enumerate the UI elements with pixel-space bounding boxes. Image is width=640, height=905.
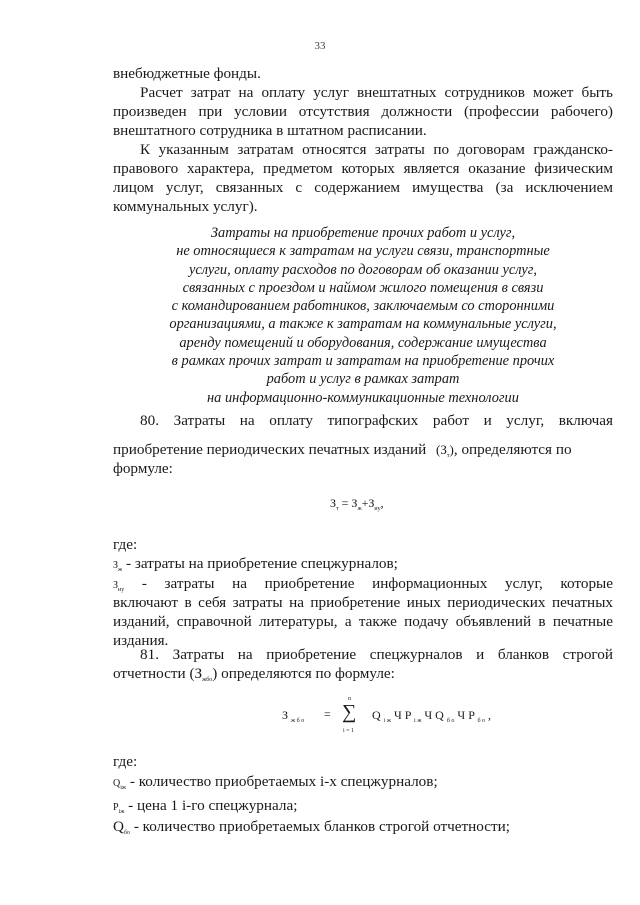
- f81-lhs: З: [282, 708, 289, 722]
- def-qbo-text: - количество приобретаемых бланков строгой отчетности;: [133, 818, 510, 835]
- f80-end: ,: [380, 496, 384, 510]
- item-80-line2-text: приобретение периодических печатных изданий: [113, 441, 427, 458]
- f81-body: [372, 708, 491, 723]
- item-80-line2-tail: , определяются по: [453, 441, 572, 458]
- f81-mul1: Ч: [393, 708, 402, 722]
- item-81-line2-text: отчетности (З: [113, 665, 203, 682]
- item-81-line1: 81. Затраты на приобретение спецжурналов и бланков строгой: [140, 646, 613, 663]
- def-p-sub: iж: [118, 809, 125, 815]
- def-p-text: - цена 1 i-го спецжурнала;: [128, 797, 298, 814]
- def2-line1: - затраты на приобретение информационных услуг, которые: [141, 575, 614, 592]
- f81-lhs-group: [282, 708, 304, 723]
- item-81-def-p: [113, 796, 613, 819]
- f81-sigma: ∑: [342, 701, 357, 723]
- def1-sub: ж: [118, 567, 123, 573]
- formula-80: [330, 496, 384, 511]
- heading-line: на информационно-коммуникационные технологии: [207, 389, 519, 406]
- def-q-sub: iж: [120, 785, 127, 791]
- heading-line: работ и услуг в рамках затрат: [266, 371, 460, 388]
- f81-pbo: P: [468, 708, 475, 722]
- f80-plus: +: [361, 496, 369, 510]
- f80-lhs: З: [330, 496, 337, 510]
- typography-symbol: $(З_т)$: [436, 442, 454, 459]
- item-80-line1: 80. Затраты на оплату типографских работ и услуг, включая: [140, 412, 613, 429]
- f80-lhs-sub: т: [336, 506, 339, 512]
- f81-q: Q: [372, 708, 381, 722]
- f81-qbo: Q: [435, 708, 444, 722]
- f80-t1-sub: ж: [357, 506, 362, 512]
- item-81-where: где:: [113, 753, 138, 770]
- f81-end: ,: [488, 708, 491, 722]
- f81-sigma-lower: i = 1: [343, 728, 355, 734]
- def-qbo-symbol: Q: [113, 818, 124, 835]
- symbol-sub: т: [446, 453, 450, 459]
- f81-mul2: Ч: [424, 708, 433, 722]
- heading-line: аренду помещений и оборудования, содержание имущества: [179, 334, 547, 351]
- paragraph-continuation: внебюджетные фонды.: [113, 65, 261, 82]
- heading-line: Затраты на приобретение прочих работ и услуг,: [210, 225, 516, 241]
- item-80-line3: формуле:: [113, 460, 173, 477]
- def-q-text: - количество приобретаемых i-х спецжурналов;: [129, 773, 438, 790]
- f81-pbo-sub: б о: [477, 718, 485, 724]
- heading-line: организациями, а также к затратам на коммунальные услуги,: [169, 316, 557, 333]
- def2-symbol: З: [113, 580, 119, 591]
- f81-p: P: [404, 708, 412, 722]
- symbol-base: З: [440, 442, 447, 457]
- paragraph-external-staff: Расчет затрат на оплату услуг внештатных сотрудников может быть произведен при условии отсутствия должности (профессии рабочего) внештатного сотрудника в штатном расписании.: [113, 84, 613, 139]
- item-81-line2-tail: ) определяются по формуле:: [212, 665, 395, 682]
- item-80-def2-rest: включают в себя затраты на приобретение иных периодических печатных изданий, справочной литературы, а также подачу объявлений в печатные издания.: [113, 594, 613, 649]
- heading-line: в рамках прочих затрат и затратам на приобретение прочих: [171, 353, 555, 370]
- heading-line: с командированием работников, заключаемым со сторонними: [171, 298, 555, 315]
- item-81-def-q: [113, 772, 613, 795]
- page-number: 33: [314, 40, 326, 52]
- def-p-symbol: P: [113, 802, 119, 813]
- f81-sigma-upper: n: [348, 696, 351, 702]
- item-80-where: где:: [113, 536, 138, 553]
- item-81-line2: [113, 664, 613, 687]
- f80-t2: З: [368, 496, 375, 510]
- formula-81: [282, 696, 622, 740]
- f81-mul3: Ч: [457, 708, 466, 722]
- def1-symbol: З: [113, 560, 119, 571]
- f80-t1: З: [351, 496, 358, 510]
- paragraph-civil-contracts: К указанным затратам относятся затраты по договорам гражданско-правового характера, предметом которых является оказание физическим лицом услуг, связанных с содержанием имущества (за исключением коммунальных услуг).: [113, 141, 613, 215]
- item-81-line2-sub: жбо: [202, 677, 213, 683]
- f80-eq: =: [341, 496, 349, 510]
- heading-line: услуги, оплату расходов по договорам об оказании услуг,: [189, 261, 537, 278]
- def1-text: - затраты на приобретение спецжурналов;: [125, 555, 398, 572]
- def-q-symbol: Q: [113, 778, 121, 789]
- f80-t2-sub: иу: [374, 506, 381, 512]
- f81-q-sub: i ж: [383, 718, 391, 724]
- item-81-def-qbo: [113, 817, 613, 840]
- heading-line: не относящиеся к затратам на услуги связи, транспортные: [176, 243, 550, 260]
- f81-qbo-sub: б о: [446, 718, 455, 724]
- section-heading: [113, 224, 613, 407]
- f81-eq: =: [324, 707, 331, 721]
- def-qbo-sub: бо: [123, 830, 131, 836]
- f81-lhs-sub: ж б о: [291, 718, 305, 724]
- heading-line: связанных с проездом и наймом жилого помещения в связи: [182, 279, 544, 296]
- def2-sub: иу: [118, 587, 125, 593]
- f81-p-sub: i ж: [414, 718, 422, 724]
